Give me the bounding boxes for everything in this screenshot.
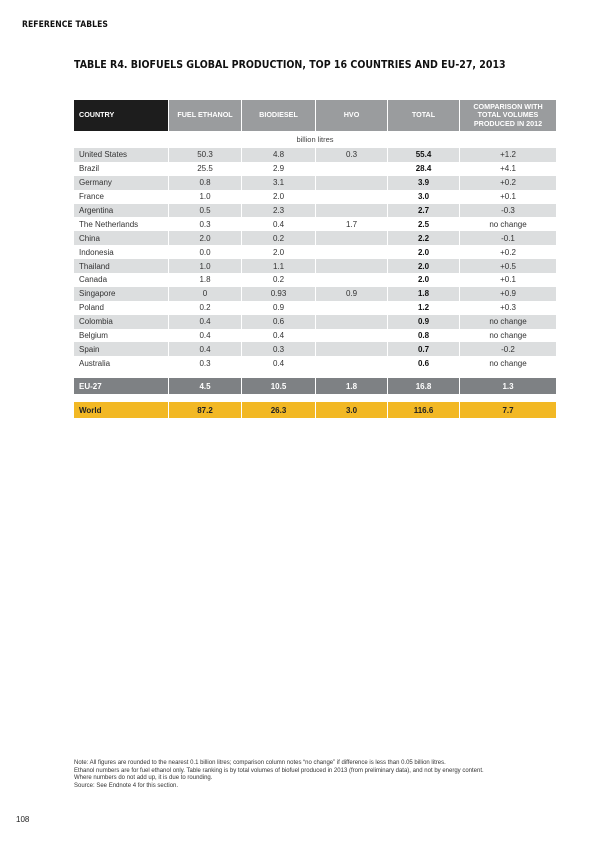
table-row bbox=[74, 287, 556, 301]
cell-fuel-ethanol: 0.4 bbox=[168, 329, 241, 343]
table-row bbox=[74, 273, 556, 287]
table-row bbox=[74, 148, 556, 162]
cell-comparison: no change bbox=[459, 217, 556, 231]
table-row bbox=[74, 162, 556, 176]
cell-fuel-ethanol: 0.4 bbox=[168, 315, 241, 329]
cell-country: Spain bbox=[74, 342, 168, 356]
section-title: REFERENCE TABLES bbox=[22, 20, 109, 30]
table-row bbox=[74, 176, 556, 190]
biofuels-production-table bbox=[74, 100, 556, 418]
cell-biodiesel: 0.2 bbox=[241, 231, 315, 245]
cell-total: 2.0 bbox=[387, 273, 459, 287]
cell-fuel-ethanol: 87.2 bbox=[168, 402, 241, 418]
cell-hvo bbox=[315, 329, 387, 343]
cell-fuel-ethanol: 0.4 bbox=[168, 342, 241, 356]
cell-comparison: +0.5 bbox=[459, 259, 556, 273]
cell-comparison: +4.1 bbox=[459, 162, 556, 176]
cell-total: 2.0 bbox=[387, 259, 459, 273]
cell-total: 55.4 bbox=[387, 148, 459, 162]
cell-comparison: no change bbox=[459, 329, 556, 343]
cell-total: 3.9 bbox=[387, 176, 459, 190]
cell-hvo bbox=[315, 231, 387, 245]
world-row bbox=[74, 402, 556, 418]
cell-comparison: -0.2 bbox=[459, 342, 556, 356]
units-label: billion litres bbox=[74, 131, 556, 148]
cell-hvo bbox=[315, 342, 387, 356]
table-row bbox=[74, 245, 556, 259]
cell-country: Brazil bbox=[79, 164, 100, 174]
cell-fuel-ethanol: 0.0 bbox=[168, 245, 241, 259]
cell-biodiesel: 0.4 bbox=[241, 356, 315, 370]
header-biodiesel: BIODIESEL bbox=[241, 100, 315, 131]
cell-biodiesel: 2.9 bbox=[241, 162, 315, 176]
cell-country: Argentina bbox=[74, 204, 168, 218]
cell-country: China bbox=[74, 231, 168, 245]
cell-comparison: +0.2 bbox=[459, 245, 556, 259]
cell-fuel-ethanol: 1.8 bbox=[168, 273, 241, 287]
cell-comparison: +0.3 bbox=[459, 301, 556, 315]
cell-hvo: 1.7 bbox=[315, 217, 387, 231]
cell-country: Belgium bbox=[79, 331, 108, 341]
table-row bbox=[74, 329, 556, 343]
cell-biodiesel: 0.4 bbox=[241, 329, 315, 343]
spacer-cell bbox=[74, 394, 556, 402]
cell-biodiesel: 0.4 bbox=[241, 217, 315, 231]
table-row bbox=[74, 217, 556, 231]
cell-biodiesel: 3.1 bbox=[241, 176, 315, 190]
cell-comparison: no change bbox=[459, 356, 556, 370]
header-country: COUNTRY bbox=[74, 100, 168, 131]
cell-total: 0.8 bbox=[387, 329, 459, 343]
cell-biodiesel: 0.9 bbox=[241, 301, 315, 315]
cell-total: 116.6 bbox=[387, 402, 459, 418]
cell-biodiesel: 0.3 bbox=[241, 342, 315, 356]
header-total: TOTAL bbox=[387, 100, 459, 131]
cell-country: The Netherlands bbox=[79, 219, 139, 229]
source-line: Source: See Endnote 4 for this section. bbox=[74, 782, 179, 789]
cell-hvo bbox=[315, 245, 387, 259]
cell-comparison: +0.9 bbox=[459, 287, 556, 301]
cell-total: 16.8 bbox=[387, 378, 459, 394]
cell-comparison: -0.3 bbox=[459, 204, 556, 218]
cell-fuel-ethanol: 25.5 bbox=[168, 162, 241, 176]
cell-total: 1.2 bbox=[387, 301, 459, 315]
table-header-row bbox=[74, 100, 556, 131]
row-spacer bbox=[74, 370, 556, 378]
cell-total: 28.4 bbox=[387, 162, 459, 176]
cell-hvo bbox=[315, 301, 387, 315]
cell-total: 0.6 bbox=[387, 356, 459, 370]
table-row bbox=[74, 190, 556, 204]
cell-biodiesel: 2.0 bbox=[241, 190, 315, 204]
table-row bbox=[74, 204, 556, 218]
cell-hvo bbox=[315, 204, 387, 218]
cell-biodiesel: 0.2 bbox=[241, 273, 315, 287]
cell-hvo bbox=[315, 176, 387, 190]
cell-total: 1.8 bbox=[387, 287, 459, 301]
cell-fuel-ethanol: 2.0 bbox=[168, 231, 241, 245]
cell-hvo bbox=[315, 190, 387, 204]
cell-biodiesel: 10.5 bbox=[241, 378, 315, 394]
cell-country: Australia bbox=[79, 358, 111, 368]
cell-fuel-ethanol: 50.3 bbox=[168, 148, 241, 162]
cell-biodiesel: 4.8 bbox=[241, 148, 315, 162]
cell-fuel-ethanol: 0.8 bbox=[168, 176, 241, 190]
table-row bbox=[74, 356, 556, 370]
cell-biodiesel: 26.3 bbox=[241, 402, 315, 418]
cell-hvo: 1.8 bbox=[315, 378, 387, 394]
table-row bbox=[74, 315, 556, 329]
cell-biodiesel: 2.0 bbox=[241, 245, 315, 259]
cell-country: Thailand bbox=[74, 259, 168, 273]
cell-total: 2.2 bbox=[387, 231, 459, 245]
cell-biodiesel: 1.1 bbox=[241, 259, 315, 273]
cell-comparison: +0.2 bbox=[459, 176, 556, 190]
table-notes bbox=[74, 760, 554, 790]
cell-fuel-ethanol: 0.5 bbox=[168, 204, 241, 218]
cell-biodiesel: 0.93 bbox=[241, 287, 315, 301]
header-fuel-ethanol: FUEL ETHANOL bbox=[168, 100, 241, 131]
cell-country: Poland bbox=[79, 303, 104, 313]
cell-country: Colombia bbox=[74, 315, 168, 329]
cell-fuel-ethanol: 0.3 bbox=[168, 217, 241, 231]
cell-comparison: +0.1 bbox=[459, 273, 556, 287]
cell-hvo bbox=[315, 315, 387, 329]
cell-fuel-ethanol: 0.3 bbox=[168, 356, 241, 370]
cell-comparison: no change bbox=[459, 315, 556, 329]
note-line: Note: All figures are rounded to the nearest 0.1 billion litres; comparison column notes “no change” if difference is less than 0.05 billion litres. bbox=[74, 760, 446, 766]
cell-biodiesel: 0.6 bbox=[241, 315, 315, 329]
cell-hvo bbox=[315, 273, 387, 287]
cell-fuel-ethanol: 0 bbox=[168, 287, 241, 301]
cell-comparison: 1.3 bbox=[459, 378, 556, 394]
table-row bbox=[74, 259, 556, 273]
cell-country: Germany bbox=[74, 176, 168, 190]
cell-country: World bbox=[74, 402, 168, 418]
cell-biodiesel: 2.3 bbox=[241, 204, 315, 218]
cell-fuel-ethanol: 1.0 bbox=[168, 190, 241, 204]
cell-total: 2.0 bbox=[387, 245, 459, 259]
header-hvo: HVO bbox=[315, 100, 387, 131]
cell-total: 0.9 bbox=[387, 315, 459, 329]
table-row bbox=[74, 231, 556, 245]
cell-hvo bbox=[315, 162, 387, 176]
cell-country: Indonesia bbox=[79, 247, 114, 257]
note-line: Ethanol numbers are for fuel ethanol only. Table ranking is by total volumes of biofuel produced in 2013 (from preliminary data), and not by energy content. bbox=[74, 767, 484, 774]
cell-country: France bbox=[79, 192, 104, 202]
cell-hvo bbox=[315, 259, 387, 273]
units-row bbox=[74, 131, 556, 148]
cell-total: 0.7 bbox=[387, 342, 459, 356]
table-row bbox=[74, 342, 556, 356]
cell-fuel-ethanol: 1.0 bbox=[168, 259, 241, 273]
cell-country: Canada bbox=[79, 275, 108, 285]
cell-total: 2.7 bbox=[387, 204, 459, 218]
cell-fuel-ethanol: 0.2 bbox=[168, 301, 241, 315]
table-title: TABLE R4. BIOFUELS GLOBAL PRODUCTION, TOP 16 COUNTRIES AND EU-27, 2013 bbox=[74, 58, 506, 71]
cell-comparison: +1.2 bbox=[459, 148, 556, 162]
page-number: 108 bbox=[16, 815, 30, 824]
cell-comparison: 7.7 bbox=[459, 402, 556, 418]
cell-comparison: -0.1 bbox=[459, 231, 556, 245]
cell-hvo: 0.9 bbox=[315, 287, 387, 301]
eu27-row bbox=[74, 378, 556, 394]
note-line: Where numbers do not add up, it is due to rounding. bbox=[74, 775, 213, 782]
cell-country: Singapore bbox=[74, 287, 168, 301]
cell-hvo: 0.3 bbox=[315, 148, 387, 162]
cell-total: 2.5 bbox=[387, 217, 459, 231]
cell-fuel-ethanol: 4.5 bbox=[168, 378, 241, 394]
cell-country: EU-27 bbox=[74, 378, 168, 394]
cell-total: 3.0 bbox=[387, 190, 459, 204]
cell-hvo: 3.0 bbox=[315, 402, 387, 418]
cell-comparison: +0.1 bbox=[459, 190, 556, 204]
row-spacer bbox=[74, 394, 556, 402]
spacer-cell bbox=[74, 370, 556, 378]
cell-country: United States bbox=[74, 148, 168, 162]
cell-hvo bbox=[315, 356, 387, 370]
table-row bbox=[74, 301, 556, 315]
header-comparison: COMPARISON WITH TOTAL VOLUMES PRODUCED IN 2012 bbox=[459, 100, 556, 131]
